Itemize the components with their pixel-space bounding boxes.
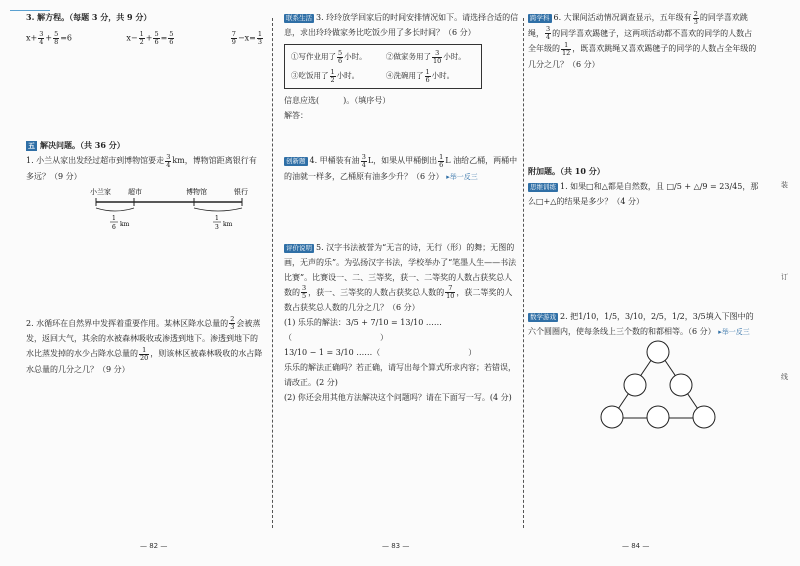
fold-line-left xyxy=(272,18,273,528)
life-badge: 联系生活 xyxy=(286,14,312,22)
problem-1: 1. 小兰从家出发经过超市到博物馆要走 $\frac{3}{4}$ km，博物馆距离银行有多远？（9 分） xyxy=(26,152,257,181)
answer-label: 解答： xyxy=(284,111,308,120)
practice-more-link-2[interactable]: ▸举一反三 xyxy=(718,327,750,336)
section-5-heading: 五 解决问题。（共 36 分） xyxy=(28,140,125,150)
extra-q1-equation: □/5 + △/9 = 23/45 xyxy=(666,181,743,191)
binding-label-1: 装 xyxy=(781,181,788,189)
page-82 xyxy=(26,10,264,540)
svg-text:1: 1 xyxy=(215,214,219,222)
innovation-badge: 创新题 xyxy=(286,157,306,165)
evaluation-badge: 评价说明 xyxy=(286,243,312,252)
schedule-item-1: ①写作业用了 $\frac{5}{6}$ 小时。 xyxy=(291,48,367,65)
svg-text:1: 1 xyxy=(112,214,116,222)
schedule-item-4: ④洗碗用了 $\frac{1}{6}$ 小时。 xyxy=(386,67,455,84)
info-select-line[interactable]: 信息应选( )。（填序号） xyxy=(284,96,391,105)
svg-text:km: km xyxy=(120,220,130,228)
page-number-83: — 83 — xyxy=(382,542,410,550)
q3-life: 联系生活 3. 玲玲放学回家后的时间安排情况如下。请选择合适的信息，求出玲玲做家务比吃饭少用了多长时间？（6 分） xyxy=(284,13,519,37)
schedule-item-3: ③吃饭用了 $\frac{1}{2}$ 小时。 xyxy=(291,67,360,84)
page-number-82: — 82 — xyxy=(140,542,168,550)
q3-heading: 3. 解方程。（每题 3 分，共 9 分） xyxy=(26,12,152,22)
extra-q1: 思维训练 1. 如果□和△都是自然数，且 □/5 + △/9 = 23/45，那么□+△的结果是多少？（4 分） xyxy=(528,181,759,206)
binding-label-2: 订 xyxy=(781,273,788,281)
schedule-box xyxy=(284,44,482,89)
page-83 xyxy=(284,10,520,540)
page-84 xyxy=(528,10,760,540)
fraction-list: 1/10，1/5，3/10，2/5，1/2，3/5 xyxy=(578,311,706,321)
distance-diagram xyxy=(44,184,248,234)
binding-label-3: 线 xyxy=(781,373,788,381)
equation-2: x− $\frac{1}{2}$ + $\frac{5}{6}$ = $\frac{5}{6}$ xyxy=(126,30,174,46)
label-home: 小兰家 xyxy=(90,187,111,196)
svg-text:6: 6 xyxy=(112,223,116,231)
schedule-item-2: ②做家务用了 $\frac{3}{10}$ 小时。 xyxy=(386,48,466,65)
label-museum: 博物馆 xyxy=(186,187,207,196)
thinking-badge: 思维训练 xyxy=(530,182,556,191)
section-number-badge: 五 xyxy=(28,141,35,150)
fold-line-right xyxy=(523,18,524,528)
cross-subject-badge: 跨学科 xyxy=(530,14,550,22)
equation-1: x+ $\frac{3}{4}$ + $\frac{5}{8}$ =6 xyxy=(26,30,72,46)
circle-bottom-mid[interactable] xyxy=(647,406,669,428)
q5-part1-line2: 13/10 − 1 = 3/10 ……（ ） xyxy=(284,348,477,357)
q5-part2: (2) 你还会用其他方法解决这个问题吗？请在下面写一写。(4 分) xyxy=(284,393,512,402)
svg-text:km: km xyxy=(223,220,233,228)
label-market: 超市 xyxy=(128,187,142,196)
svg-text:3: 3 xyxy=(215,223,219,231)
circle-bottom-left[interactable] xyxy=(601,406,623,428)
circle-mid-left[interactable] xyxy=(624,374,646,396)
problem-2: 2. 水循环在自然界中发挥着重要作用。某林区降水总量的 $\frac{2}{3}$ 会被蒸发，返回大气，其余的水被森林吸收或渗透到地下。渗透到地下的水比蒸发掉的水少占降水总量的 $\frac{1}{20}$ ，则该林区被森林吸收的水占降水总量的几分之几？（9 分） xyxy=(26,315,263,374)
circle-triangle-diagram xyxy=(598,340,718,430)
q4-oil: 创新题 4. 甲桶装有油 $\frac{3}{4}$ L，如果从甲桶倒出 $\frac{1}{6}$ L 油给乙桶，两桶中的油就一样多，乙桶原有油多少升？（6 分） ▸举一反三 xyxy=(284,152,518,181)
q5-calligraphy: 评价说明 5. 汉字书法被誉为“无言的诗，无行（形）的舞；无图的画，无声的乐”。为弘扬汉字书法，学校举办了“笔墨人生——书法比赛”。比赛设一、二、三等奖，获一、二等奖的人数占获奖总人数的 $\frac{3}{5}$ ，获一、三等奖的人数占获奖总人数的 $\frac{7}{10}$ ，获二等奖的人数占获奖总人数的几分之几？（6 分） xyxy=(284,242,517,312)
equation-3: $\frac{7}{9}$ −x= $\frac{1}{3}$ xyxy=(231,30,262,46)
game-badge: 数学游戏 xyxy=(530,312,556,321)
extra-q2: 数学游戏 2. 把1/10，1/5，3/10，2/5，1/2，3/5填入下图中的六个圆圈内，使每条线上三个数的和都相等。（6 分） ▸举一反三 xyxy=(528,311,754,336)
equations-row xyxy=(26,31,264,46)
q5-part1-note: 乐乐的解法正确吗？若正确，请写出每个算式所求内容；若错误，请改正。(2 分) xyxy=(284,363,516,387)
circle-top[interactable] xyxy=(647,341,669,363)
q6-activities: 跨学科 6. 大课间活动情况调查显示，五年级有 $\frac{2}{3}$ 的同学喜欢跳绳， $\frac{3}{4}$ 的同学喜欢踢毽子，这两项活动都不喜欢的同学的人数占全年级的 $\frac{1}{12}$ ，既喜欢跳绳又喜欢踢毽子的同学的人数占全年级的几分之几？（6 分） xyxy=(528,9,757,69)
circle-mid-right[interactable] xyxy=(670,374,692,396)
label-bank: 银行 xyxy=(234,187,248,196)
q5-part1: (1) 乐乐的解法：3/5 + 7/10 = 13/10 ……（ ） xyxy=(284,318,442,342)
circle-bottom-right[interactable] xyxy=(693,406,715,428)
page-number-84: — 84 — xyxy=(622,542,650,550)
practice-more-link[interactable]: ▸举一反三 xyxy=(446,172,478,181)
extra-heading: 附加题。（共 10 分） xyxy=(528,165,605,176)
